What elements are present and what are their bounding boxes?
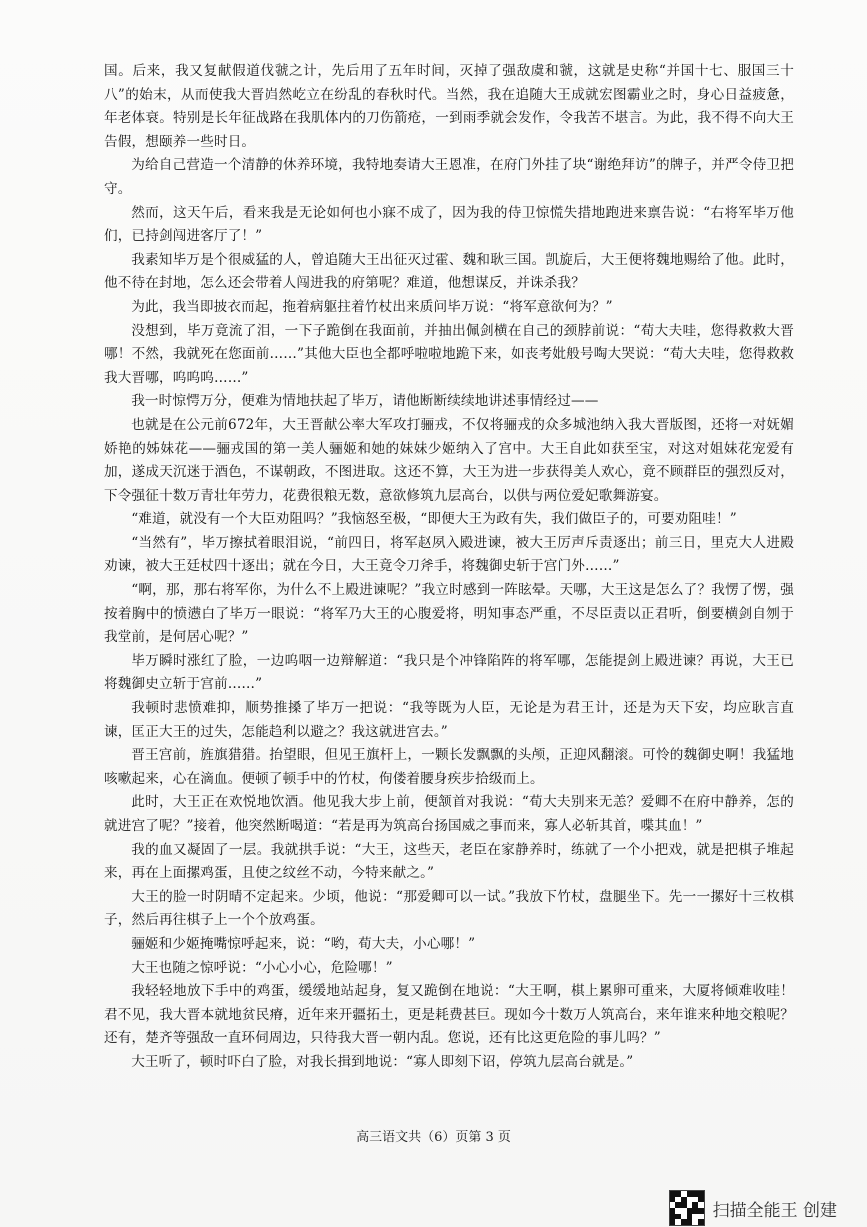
paragraph: 国。后来，我又复献假道伐虢之计，先后用了五年时间，灭掉了强敌虞和虢，这就是史称“并国十七、服国三十八”的始末，从而使我大晋岿然屹立在纷乱的春秋时代。当然，我在追随大王成就宏图霸业之时，身心日益疲惫，年老体衰。特别是长年征战路在我肌体内的刀伤箭疮，一到雨季就会发作，令我苦不堪言。为此，我不得不向大王告假，想颐养一些时日。 (104, 63, 794, 150)
paragraph: 我轻轻地放下手中的鸡蛋，缓缓地站起身，复又跪倒在地说：“大王啊，棋上累卵可重来，大厦将倾难收哇！君不见，我大晋本就地贫民瘠，近年来开疆拓土，更是耗费甚巨。现如今十数万人筑高台，来年谁来种地交粮呢？还有，楚齐等强敌一直环伺周边，只待我大晋一朝内乱。您说，还有比这更危险的事儿吗？” (104, 983, 794, 1047)
paragraph: 骊姬和少姬掩嘴惊呼起来，说：“哟，荀大夫，小心哪！” (131, 935, 476, 952)
qr-code-icon (669, 1190, 705, 1226)
paragraph: 没想到，毕万竟流了泪，一下子跪倒在我面前，并抽出佩剑横在自己的颈脖前说：“荀大夫哇，您得救救大晋哪！不然，我就死在您面前……”其他大臣也全都呼啦啦地跪下来，如丧考妣般号啕大哭说：“荀大夫哇，您得救救我大晋哪，呜呜呜……” (104, 322, 794, 386)
paragraph: 为此，我当即披衣而起，拖着病躯拄着竹杖出来质问毕万说：“将军意欲何为？” (131, 298, 613, 315)
paragraph: 也就是在公元前672年，大王晋献公率大军攻打骊戎，不仅将骊戎的众多城池纳入我大晋版图，还将一对妩媚娇艳的姊妹花——骊戎国的第一美人骊姬和她的妹妹少姬纳入了宫中。大王自此如获至宝，对这对姐妹花宠爱有加，遂成天沉迷于酒色，不谋朝政，不图进取。这还不算，大王为进一步获得美人欢心，竟不顾群臣的强烈反对，下令强征十数万青壮年劳力，花费很粮无数，意欲修筑九层高台，以供与两位爱妃歌舞游宴。 (104, 416, 794, 504)
paragraph: 我的血又凝固了一层。我就拱手说：“大王，这些天，老臣在家静养时，练就了一个小把戏，就是把棋子堆起来，再在上面摞鸡蛋，且使之纹丝不动，今特来献之。” (104, 841, 794, 882)
paragraph: “当然有”，毕万擦拭着眼泪说，“前四日，将军赵夙入殿进谏，被大王厉声斥责逐出；前三日，里克大人进殿劝谏，被大王廷杖四十逐出；就在今日，大王竟令刀斧手，将魏御史斩于宫门外……” (104, 534, 794, 575)
paragraph: “难道，就没有一个大臣劝阻吗？”我恼怒至极，“即便大王为政有失，我们做臣子的，可要劝阻哇！” (131, 511, 737, 528)
paragraph: 我一时惊愕万分，便难为情地扶起了毕万，请他断断续续地讲述事情经过—— (131, 393, 599, 410)
page-footer: 高三语文共（6）页第 3 页 (356, 1130, 511, 1145)
paragraph: 大王也随之惊呼说：“小心小心，危险哪！” (131, 959, 393, 976)
scanner-watermark (669, 1190, 837, 1226)
watermark-text: 扫描全能王 创建 (712, 1200, 837, 1221)
paragraph: 然而，这天午后，看来我是无论如何也小寐不成了，因为我的侍卫惊慌失措地跑进来禀告说：“右将军毕万他们，已持剑闯进客厅了！” (104, 204, 794, 245)
paragraph: “啊，那，那右将军你，为什么不上殿进谏呢？”我立时感到一阵眩晕。天哪，大王这是怎么了？我愣了愣，强按着胸中的愤懑白了毕万一眼说：“将军乃大王的心腹爱将，明知事态严重，不尽臣责以正君听，倒要横剑自刎于我堂前，是何居心呢？” (104, 582, 794, 646)
paragraph: 为给自己营造一个清静的休养环境，我特地奏请大王恩准，在府门外挂了块“谢绝拜访”的牌子，并严令侍卫把守。 (104, 157, 794, 197)
paragraph: 晋王宫前，旌旗猎猎。抬望眼，但见王旗杆上，一颗长发飘飘的头颅，正迎风翻滚。可怜的魏御史啊！我猛地咳嗽起来，心在滴血。便顿了顿手中的竹杖，佝偻着腰身疾步拾级而上。 (104, 747, 794, 787)
paragraph: 此时，大王正在欢悦地饮酒。他见我大步上前，便颔首对我说：“荀大夫别来无恙？爱卿不在府中静养，怎的就进宫了呢？”接着，他突然断喝道：“若是再为筑高台扬国威之事而来，寡人必斩其首，喋其血！” (104, 794, 794, 834)
paragraph: 大王的脸一时阴晴不定起来。少顷，他说：“那爱卿可以一试。”我放下竹杖，盘腿坐下。先一一摞好十三枚棋子，然后再往棋子上一个个放鸡蛋。 (104, 888, 794, 929)
article-body (104, 60, 794, 1075)
paragraph: 毕万瞬时涨红了脸，一边呜咽一边辩解道：“我只是个冲锋陷阵的将军哪，怎能提剑上殿进谏？再说，大王已将魏御史立斩于宫前……” (104, 652, 794, 693)
paragraph: 我素知毕万是个很威猛的人，曾追随大王出征灭过霍、魏和耿三国。凯旋后，大王便将魏地赐给了他。此时，他不待在封地，怎么还会带着人闯进我的府第呢？难道，他想谋反，并诛杀我？ (104, 251, 794, 292)
paragraph: 我顿时悲愤难抑，顺势推搡了毕万一把说：“我等既为人臣，无论是为君王计，还是为天下安，均应耿言直谏，匡正大王的过失，怎能趋利以避之？我这就进宫去。” (104, 700, 794, 740)
paragraph: 大王听了，顿时吓白了脸，对我长揖到地说：“寡人即刻下诏，停筑九层高台就是。” (131, 1053, 634, 1070)
